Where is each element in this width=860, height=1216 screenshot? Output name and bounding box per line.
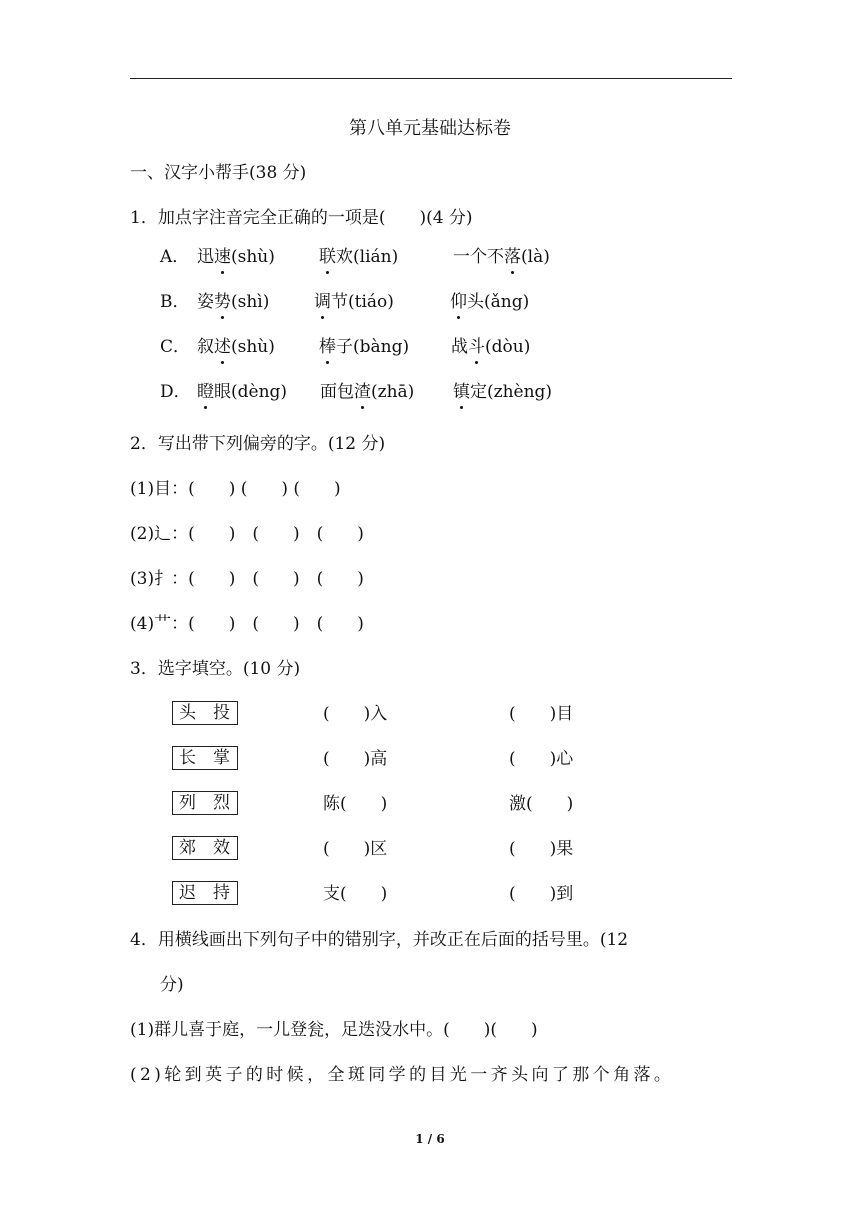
section-heading: 一、汉字小帮手(38 分): [130, 163, 307, 183]
fill-blank: ( )高: [323, 749, 388, 769]
option-a-word-1: 迅速(shù): [197, 247, 275, 267]
option-b-word-2: 调节(tiáo): [314, 292, 394, 312]
question-2-row-3: (3)扌：( ) ( ) ( ): [130, 569, 364, 589]
fill-blank: ( )入: [323, 704, 388, 724]
option-c-word-1: 叙述(shù): [197, 337, 275, 357]
fill-blank: ( )到: [509, 884, 574, 904]
page-number: 1 / 6: [415, 1132, 445, 1146]
question-1-stem: 1．加点字注音完全正确的一项是( )(4 分): [130, 208, 473, 228]
question-2-stem: 2．写出带下列偏旁的字。(12 分): [130, 434, 386, 454]
option-a-word-3: 一个不落(là): [453, 247, 550, 267]
option-c-word-3: 战斗(dòu): [451, 337, 531, 357]
char-choice-box: 头 投: [172, 701, 238, 725]
fill-blank: ( )果: [509, 839, 574, 859]
option-d-word-3: 镇定(zhèng): [453, 382, 553, 402]
question-2-row-4: (4)艹：( ) ( ) ( ): [130, 614, 364, 634]
header-rule: [130, 78, 732, 79]
fill-blank: ( )目: [509, 704, 574, 724]
page-title: 第八单元基础达标卷: [349, 118, 511, 139]
fill-blank: ( )区: [323, 839, 388, 859]
option-b-word-1: 姿势(shì): [197, 292, 270, 312]
option-c-label: C．: [160, 337, 191, 357]
question-4-item-1: (1)群儿喜于庭，一儿登瓮，足迭没水中。( )( ): [130, 1020, 538, 1040]
option-a-word-2: 联欢(lián): [319, 247, 399, 267]
question-2-row-1: (1)目：( ) ( ) ( ): [130, 479, 341, 499]
fill-blank: ( )心: [509, 749, 574, 769]
option-d-label: D．: [160, 382, 191, 402]
option-c-word-2: 棒子(bàng): [319, 337, 410, 357]
char-choice-box: 长 掌: [172, 746, 238, 770]
question-4-stem-continued: 分): [160, 975, 184, 995]
question-3-stem: 3．选字填空。(10 分): [130, 659, 301, 679]
char-choice-box: 郊 效: [172, 836, 238, 860]
fill-blank: 支( ): [323, 884, 388, 904]
char-choice-box: 列 烈: [172, 791, 238, 815]
option-b-label: B．: [160, 292, 190, 312]
fill-blank: 激( ): [509, 794, 574, 814]
option-d-word-2: 面包渣(zhā): [320, 382, 415, 402]
question-4-stem: 4．用横线画出下列句子中的错别字，并改正在后面的括号里。(12: [130, 930, 629, 950]
option-b-word-3: 仰头(ǎng): [450, 292, 530, 312]
question-2-row-2: (2)辶：( ) ( ) ( ): [130, 524, 364, 544]
char-choice-box: 迟 持: [172, 881, 238, 905]
fill-blank: 陈( ): [323, 794, 388, 814]
option-d-word-1: 瞪眼(dèng): [197, 382, 288, 402]
question-4-item-2: (2)轮到英子的时候，全斑同学的目光一齐头向了那个角落。: [130, 1065, 675, 1085]
option-a-label: A．: [160, 247, 190, 267]
